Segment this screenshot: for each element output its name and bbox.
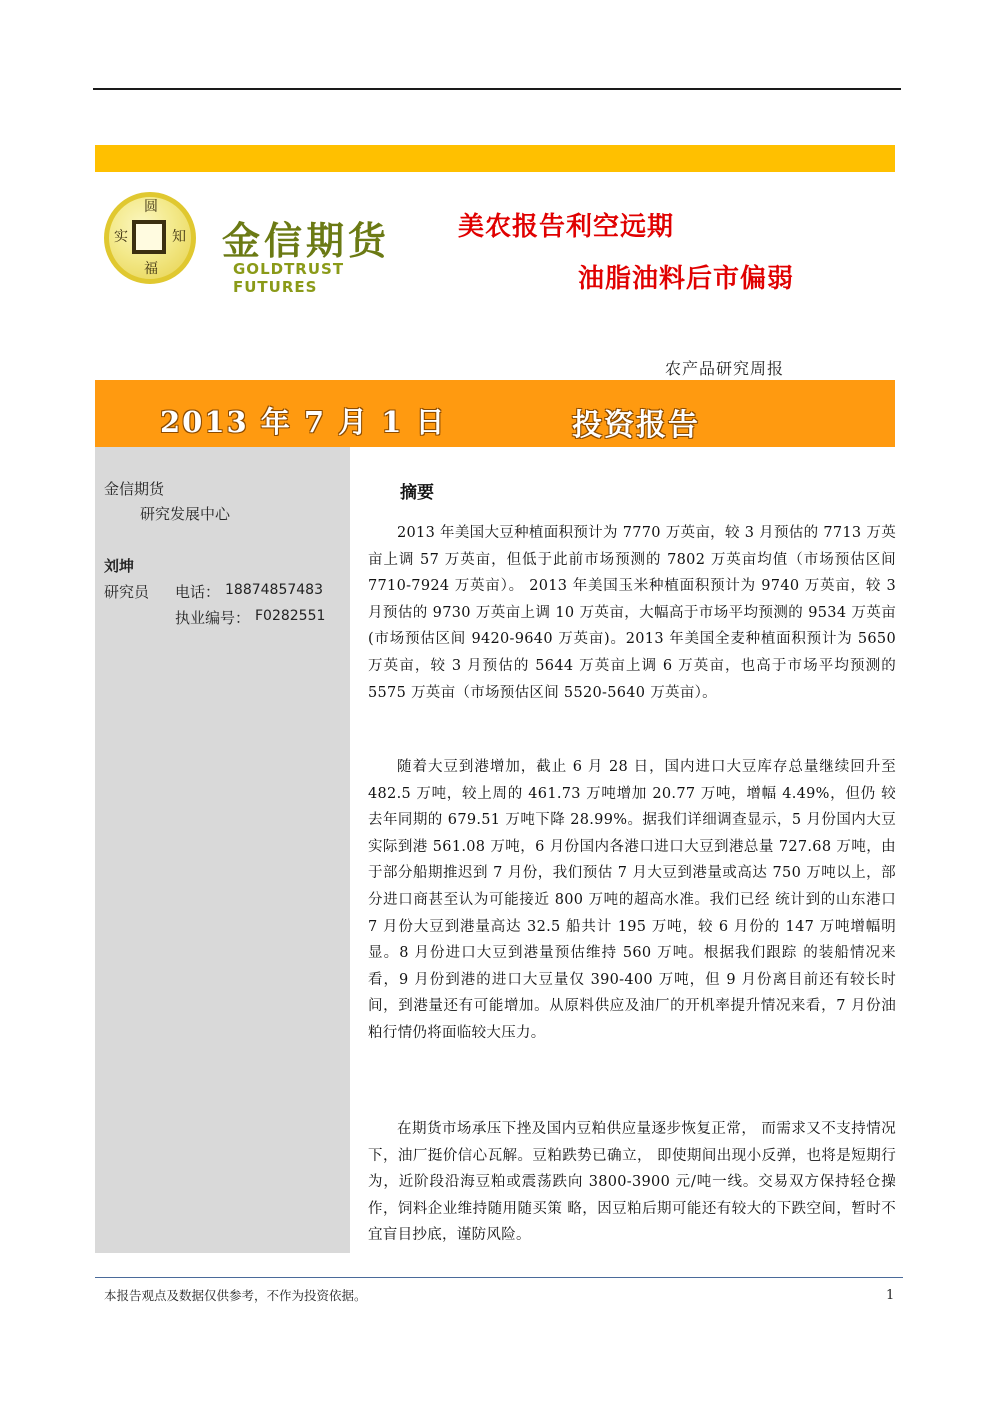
top-rule: [93, 88, 901, 90]
coin-hole: [132, 220, 166, 254]
report-date: 2013 年 7 月 1 日: [160, 405, 447, 439]
summary-title: 摘要: [400, 483, 434, 503]
headline-line-1: 美农报告利空远期: [458, 212, 675, 242]
gold-banner: [95, 145, 895, 172]
analyst-name: 刘坤: [104, 557, 135, 575]
license-label: 执业编号：: [175, 609, 251, 627]
summary-paragraph-3: 在期货市场承压下挫及国内豆粕供应量逐步恢复正常， 而需求又不支持情况下，油厂挺价信心瓦解。豆粕跌势已确立， 即使期间出现小反弹，也将是短期行为，近阶段沿海豆粕或震荡跌向 3800-3900 元/吨一线。交易双方保持轻仓操作，饲料企业维持随用随买策 略，因豆粕后期可能还有较大的下跌空间，暂时不宜盲目抄底，谨防风险。: [368, 1121, 896, 1244]
summary-paragraph-2: 随着大豆到港增加，截止 6 月 28 日，国内进口大豆库存总量继续回升至 482.5 万吨，较上周的 461.73 万吨增加 20.77 万吨，增幅 4.49%，但仍 较去年同期的 679.51 万吨下降 28.99%。据我们详细调查显示，5 月份国内大豆实际到港 561.08 万吨，6 月份国内各港口进口大豆到港总量 727.68 万吨，由于部分船期推迟到 7 月份，我们预估 7 月大豆到港量或高达 750 万吨以上，部分进口商甚至认为可能接近 800 万吨的超高水准。我们已经 统计到的山东港口 7 月份大豆到港量高达 32.5 船共计 195 万吨，较 6 月份的 147 万吨增幅明显。8 月份进口大豆到港量预估维持 560 万吨。根据我们跟踪 的装船情况来看，9 月份到港的进口大豆量仅 390-400 万吨，但 9 月份离目前还有较长时间，到港量还有可能增加。从原料供应及油厂的开机率提升情况来看，7 月份油粕行情仍将面临较大压力。: [368, 759, 896, 1041]
coin-char-right: 知: [172, 229, 186, 245]
coin-char-left: 实: [114, 229, 128, 245]
logo-name-cn: 金信期货: [222, 219, 391, 263]
analyst-license: F0282551: [255, 608, 326, 624]
report-type: 农产品研究周报: [665, 359, 785, 378]
report-title: 投资报告: [572, 408, 700, 443]
tel-label: 电话：: [175, 583, 221, 601]
analyst-tel: 18874857483: [225, 582, 323, 598]
logo-name-en: GOLDTRUST FUTURES: [233, 260, 345, 296]
company-logo: [104, 192, 424, 296]
summary-paragraph-1: 2013 年美国大豆种植面积预计为 7770 万英亩，较 3 月预估的 7713 万英亩上调 57 万英亩，但低于此前市场预测的 7802 万英亩均值（市场预估区间 7710-7924 万英亩）。 2013 年美国玉米种植面积预计为 9740 万英亩，较 3 月预估的 9730 万英亩上调 10 万英亩，大幅高于市场平均预测的 9534 万英亩(市场预估区间 9420-9640 万英亩)。2013 年美国全麦种植面积预计为 5650 万英亩，较 3 月预估的 5644 万英亩上调 6 万英亩，也高于市场平均预测的 5575 万英亩（市场预估区间 5520-5640 万英亩）。: [368, 525, 896, 701]
page-number: 1: [886, 1288, 895, 1303]
analyst-role: 研究员: [104, 583, 150, 601]
footer-rule: [95, 1277, 903, 1278]
coin-char-top: 圆: [144, 199, 158, 215]
headline-line-2: 油脂油料后市偏弱: [578, 264, 795, 294]
sidebar-company: 金信期货: [104, 480, 165, 498]
footer-disclaimer: 本报告观点及数据仅供参考，不作为投资依据。: [104, 1288, 367, 1303]
sidebar-department: 研究发展中心: [140, 505, 231, 523]
coin-char-bottom: 福: [144, 261, 158, 277]
